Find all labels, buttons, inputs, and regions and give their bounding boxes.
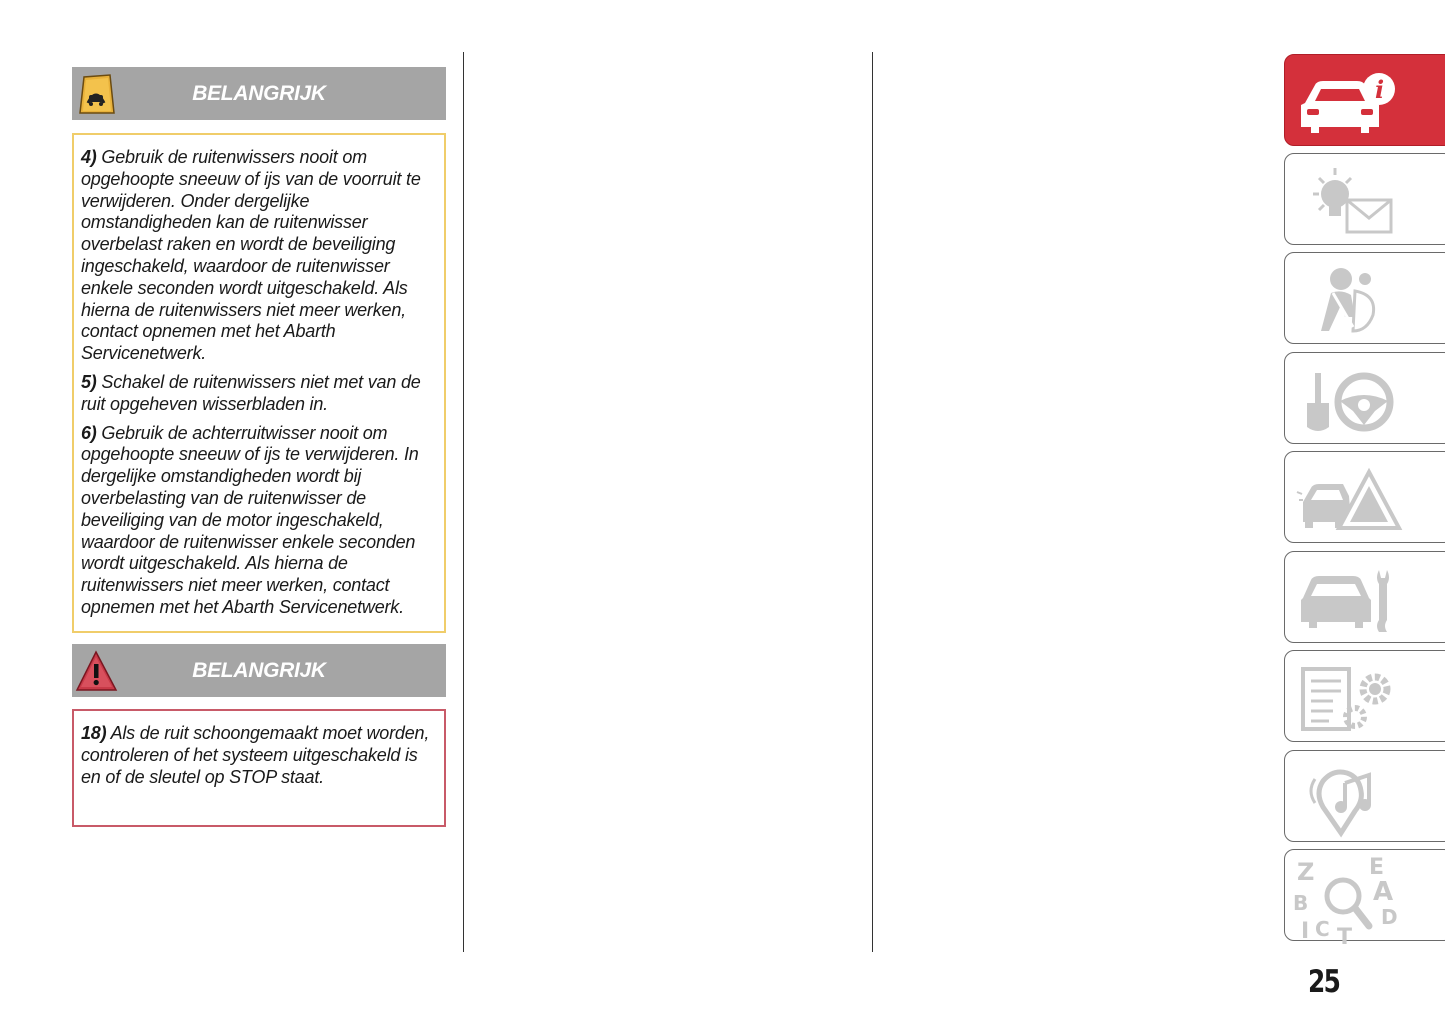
svg-text:C: C	[1315, 917, 1330, 941]
svg-text:I: I	[1301, 919, 1310, 944]
svg-text:D: D	[1381, 905, 1398, 929]
note-number: 4)	[81, 147, 97, 167]
note-text: Als de ruit schoongemaakt moet worden, controleren of het systeem uitgeschakeld is en of de sleutel op STOP staat.	[81, 723, 430, 787]
banner-title: BELANGRIJK	[192, 658, 326, 682]
column-divider-left	[463, 52, 464, 952]
note-item	[81, 372, 439, 416]
tab-safety[interactable]	[1284, 252, 1445, 344]
svg-text:Z: Z	[1297, 858, 1315, 886]
banner-title: BELANGRIJK	[192, 81, 326, 105]
tab-maintenance[interactable]	[1284, 551, 1445, 643]
multimedia-music-icon	[1293, 755, 1408, 839]
warning-banner-2	[72, 644, 446, 697]
note-text: Gebruik de ruitenwissers nooit om opgehoopte sneeuw of ijs van de voorruit te verwijderen. Onder dergelijke omstandigheden kan de ruitenwisser overbelast raken en wordt de beveiliging ingeschakeld, waardoor de ruitenwisser enkele seconden wordt uitgeschakeld. Als hierna de ruitenwissers niet meer werken, contact opnemen met het Abarth Servicenetwerk.	[81, 147, 421, 364]
note-number: 18)	[81, 723, 107, 743]
svg-text:A: A	[1373, 877, 1394, 907]
note-item	[81, 723, 439, 788]
tab-index[interactable]	[1284, 849, 1445, 944]
alphabetical-index-search-icon	[1293, 854, 1408, 944]
note-number: 6)	[81, 422, 97, 443]
note-text: Schakel de ruitenwissers niet met van de ruit opgeheven wisserbladen in.	[81, 371, 421, 414]
car-info-icon	[1293, 59, 1408, 143]
tab-emergency[interactable]	[1284, 451, 1445, 543]
tab-technical-data[interactable]	[1284, 650, 1445, 742]
note-text: Gebruik de achterruitwisser nooit om opgehoopte sneeuw of ijs te verwijderen. In dergelijke omstandigheden wordt bij overbelasting van de ruitenwisser de beveiliging van de motor ingeschakeld, waardoor de ruitenwisser enkele seconden wordt uitgeschakeld. Als hierna de ruitenwissers niet meer werken, contact opnemen met het Abarth Servicenetwerk.	[81, 422, 419, 617]
note-number: 5)	[81, 371, 97, 392]
note-item	[81, 147, 439, 365]
warning-notes-1	[72, 133, 446, 633]
key-steering-wheel-icon	[1293, 357, 1408, 441]
data-sheet-gears-icon	[1293, 655, 1408, 739]
tab-car-info[interactable]	[1284, 54, 1445, 146]
svg-text:E: E	[1369, 855, 1385, 880]
tab-starting-driving[interactable]	[1284, 352, 1445, 444]
svg-text:T: T	[1337, 925, 1353, 944]
warning-banner-1	[72, 67, 446, 120]
car-wrench-icon	[1293, 556, 1408, 640]
column-divider-right	[872, 52, 873, 952]
svg-text:i: i	[1375, 75, 1385, 104]
tab-multimedia[interactable]	[1284, 750, 1445, 842]
seatbelt-airbag-icon	[1293, 257, 1408, 341]
tab-dashboard-lights[interactable]	[1284, 153, 1445, 245]
warning-notes-2	[72, 709, 446, 827]
page-number: 25	[1308, 964, 1340, 1000]
warning-light-message-icon	[1293, 158, 1408, 242]
car-warning-triangle-icon	[1293, 456, 1408, 540]
note-item	[81, 423, 439, 619]
svg-text:B: B	[1293, 891, 1309, 915]
